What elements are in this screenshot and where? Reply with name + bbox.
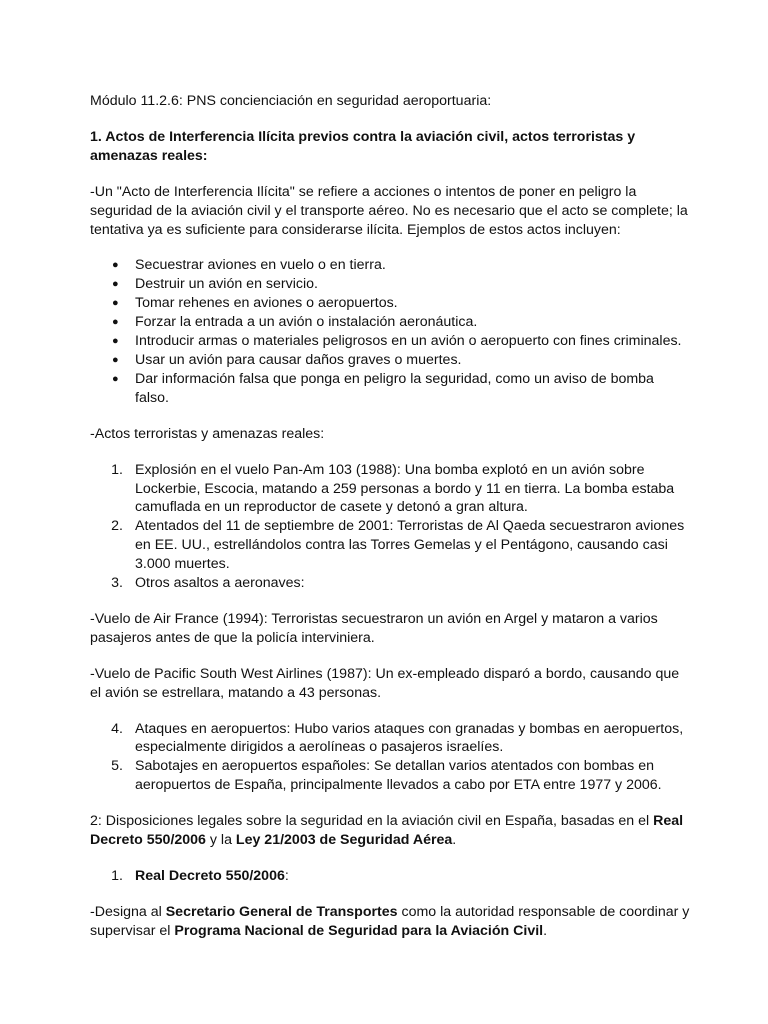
incident-number: 5. — [111, 758, 123, 775]
incident-list-item — [90, 461, 690, 518]
example-list-item — [90, 370, 690, 408]
incident-number: 1. — [111, 461, 123, 478]
incident-text: Sabotajes en aeropuertos españoles: Se detallan varios atentados con bombas en aeropuertos de España, principalmente llevados a cabo por ETA entre 1977 y 2006. — [135, 758, 662, 794]
intro-paragraph: -Un "Acto de Interferencia Ilícita" se refiere a acciones o intentos de poner en peligro la seguridad de la aviación civil y el transporte aéreo. No es necesario que el acto se complete; la tentativa ya es suficiente para considerarse ilícita. Ejemplos de estos actos incluyen: — [90, 183, 688, 238]
bullet-icon: ● — [112, 372, 119, 385]
example-text: Tomar rehenes en aviones o aeropuertos. — [135, 295, 398, 312]
example-text: Secuestrar aviones en vuelo o en tierra. — [135, 257, 386, 274]
example-list-item — [90, 313, 690, 332]
terror-heading: -Actos terroristas y amenazas reales: — [90, 425, 325, 442]
incident-list-item — [90, 517, 690, 574]
incident-list-item — [90, 574, 690, 593]
bullet-icon: ● — [112, 259, 119, 272]
rd-list-number: 1. — [111, 868, 123, 884]
example-list-item — [90, 351, 690, 370]
bullet-icon: ● — [112, 316, 119, 329]
incident-number: 4. — [111, 720, 123, 737]
incident-text: Ataques en aeropuertos: Hubo varios ataques con granadas y bombas en aeropuertos, especialmente dirigidos a aerolíneas o pasajeros israelíes. — [135, 720, 684, 756]
designa-paragraph — [90, 903, 690, 941]
incident-text: Explosión en el vuelo Pan-Am 103 (1988): Una bomba explotó en un avión sobre Lockerbie, Escocia, matando a 259 personas a bordo y 11 en tierra. La bomba estaba camuflada en un reproductor de casete y detonó a gran altura. — [135, 461, 675, 516]
example-text: Introducir armas o materiales peligrosos en un avión o aeropuerto con fines criminales. — [135, 333, 682, 350]
example-text: Dar información falsa que ponga en peligro la seguridad, como un aviso de bomba falso. — [135, 370, 654, 406]
bullet-icon: ● — [112, 353, 119, 366]
incident-list-item — [90, 757, 690, 795]
rd-list-bold: Real Decreto 550/2006 — [135, 868, 285, 884]
designa-bold-programa: Programa Nacional de Seguridad para la Aviación Civil — [174, 922, 544, 939]
module-title: Módulo 11.2.6: PNS concienciación en seguridad aeroportuaria: — [90, 93, 492, 109]
designa-mid: como la autoridad responsable de coordinar y supervisar el — [90, 903, 690, 939]
section2-pre: 2: Disposiciones legales sobre la seguridad en la aviación civil en España, basadas en el — [90, 813, 654, 830]
incidents-list-a — [90, 461, 690, 593]
document-body — [90, 92, 690, 941]
example-list-item — [90, 294, 690, 313]
bullet-icon: ● — [112, 335, 119, 348]
example-list-item — [90, 332, 690, 351]
designa-bold-secretario: Secretario General de Transportes — [165, 903, 398, 920]
incident-number: 3. — [111, 575, 123, 592]
rd-list-item — [90, 867, 690, 886]
incident-list-item — [90, 720, 690, 758]
example-list-item — [90, 256, 690, 275]
pacific-paragraph: -Vuelo de Pacific South West Airlines (1987): Un ex-empleado disparó a bordo, causando que el avión se estrellara, matando a 43 personas. — [90, 665, 680, 701]
section2-mid: y la — [205, 832, 236, 849]
rd-list-post: : — [284, 868, 289, 884]
example-text: Usar un avión para causar daños graves o muertes. — [135, 351, 462, 368]
bullet-icon: ● — [112, 297, 119, 310]
designa-pre: -Designa al — [90, 903, 166, 920]
section2-post: . — [452, 832, 457, 849]
designa-post: . — [543, 922, 548, 939]
incident-number: 2. — [111, 518, 123, 535]
example-text: Forzar la entrada a un avión o instalación aeronáutica. — [135, 314, 478, 331]
example-list-item — [90, 275, 690, 294]
section1-heading — [90, 128, 690, 166]
air-france-paragraph: -Vuelo de Air France (1994): Terroristas secuestraron un avión en Argel y mataron a varios pasajeros antes de que la policía interviniera. — [90, 610, 658, 646]
incident-text: Otros asaltos a aeronaves: — [135, 575, 305, 592]
bullet-icon: ● — [112, 278, 119, 291]
section2-bold-ley: Ley 21/2003 de Seguridad Aérea — [235, 832, 453, 849]
rd-list — [90, 867, 690, 886]
incident-text: Atentados del 11 de septiembre de 2001: Terroristas de Al Qaeda secuestraron aviones en EE. UU., estrellándolos contra las Torres Gemelas y el Pentágono, causando casi 3.000 muertes. — [135, 518, 685, 573]
example-text: Destruir un avión en servicio. — [135, 276, 318, 293]
section1-heading-text: 1. Actos de Interferencia Ilícita previos contra la aviación civil, actos terroristas y amenazas reales: — [90, 128, 636, 164]
section2-bold-real-decreto: Real Decreto 550/2006 — [90, 813, 684, 849]
section2-paragraph — [90, 812, 690, 850]
incidents-list-b — [90, 720, 690, 796]
examples-list — [90, 256, 690, 407]
